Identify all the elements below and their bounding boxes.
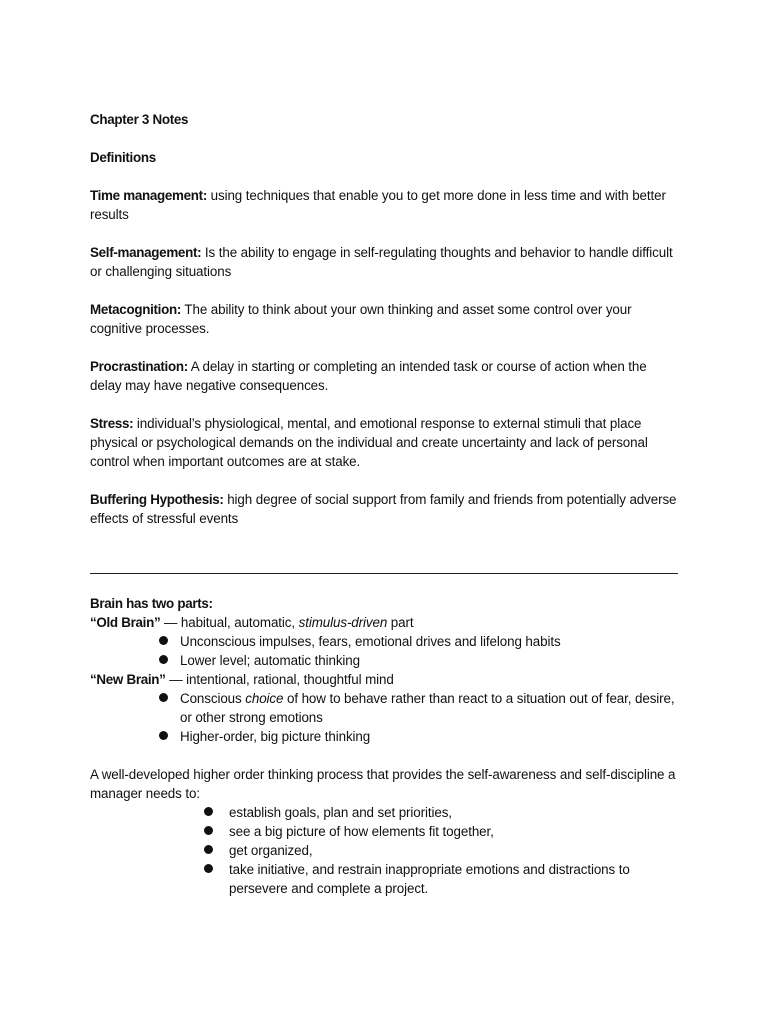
definition-text: individual’s physiological, mental, and emotional response to external stimuli that place physical or psychological demands on the individual and create uncertainty and lack of personal control when important outcomes are at stake. (90, 416, 648, 469)
new-brain-label: “New Brain” (90, 672, 166, 687)
bullet-icon (159, 655, 168, 664)
definition-text: Is the ability to engage in self-regulating thoughts and behavior to handle difficult or challenging situations (90, 245, 673, 279)
bullet-icon (204, 826, 213, 835)
definition-self-management (90, 243, 680, 281)
new-brain-line (90, 670, 680, 689)
bullet-icon (159, 693, 168, 702)
bullet-icon (159, 731, 168, 740)
list-item-text: Higher-order, big picture thinking (180, 729, 371, 744)
old-brain-line (90, 613, 680, 632)
definition-text: The ability to think about your own thinking and asset some control over your cognitive processes. (90, 302, 632, 336)
horizontal-divider (90, 573, 678, 574)
list-item-text-em: choice (245, 691, 284, 706)
list-item (90, 651, 680, 670)
list-item-text: see a big picture of how elements fit together, (229, 824, 494, 839)
definition-term: Metacognition: (90, 302, 182, 317)
list-item (90, 727, 680, 746)
new-brain-list (90, 689, 680, 746)
old-brain-label: “Old Brain” (90, 615, 161, 630)
manager-intro: A well-developed higher order thinking process that provides the self-awareness and self-discipline a manager needs to: (90, 767, 676, 801)
definition-metacognition (90, 300, 680, 338)
bullet-icon (204, 845, 213, 854)
old-brain-list (90, 632, 680, 670)
brain-heading: Brain has two parts: (90, 596, 213, 611)
list-item-text: establish goals, plan and set priorities, (229, 805, 452, 820)
list-item-text-post: of how to behave rather than react to a situation out of fear, desire, or other strong emotions (180, 691, 675, 725)
list-item-text: Unconscious impulses, fears, emotional drives and lifelong habits (180, 634, 561, 649)
old-brain-text-pre: — habitual, automatic, (160, 615, 299, 630)
definition-text: using techniques that enable you to get more done in less time and with better results (90, 188, 666, 222)
definition-term: Procrastination: (90, 359, 188, 374)
definition-term: Self-management: (90, 245, 202, 260)
list-item (90, 689, 680, 727)
definition-term: Stress: (90, 416, 134, 431)
definition-buffering-hypothesis (90, 490, 680, 528)
list-item (90, 822, 680, 841)
list-item (90, 803, 680, 822)
document-page (90, 110, 680, 898)
list-item-text: get organized, (229, 843, 313, 858)
list-item (90, 841, 680, 860)
bullet-icon (204, 864, 213, 873)
list-item (90, 860, 680, 898)
definition-time-management (90, 186, 680, 224)
list-item (90, 632, 680, 651)
old-brain-text-post: part (387, 615, 414, 630)
list-item-text: Lower level; automatic thinking (180, 653, 361, 668)
definition-term: Buffering Hypothesis: (90, 492, 224, 507)
definition-term: Time management: (90, 188, 207, 203)
definitions-heading: Definitions (90, 150, 156, 165)
old-brain-text-em: stimulus-driven (298, 615, 388, 630)
definition-text: A delay in starting or completing an intended task or course of action when the delay may have negative consequences. (90, 359, 647, 393)
definition-stress (90, 414, 680, 471)
list-item-text: take initiative, and restrain inappropriate emotions and distractions to persevere and complete a project. (229, 862, 630, 896)
definition-procrastination (90, 357, 680, 395)
new-brain-text: — intentional, rational, thoughtful mind (165, 672, 394, 687)
bullet-icon (204, 807, 213, 816)
document-title: Chapter 3 Notes (90, 112, 189, 127)
list-item-text-pre: Conscious (180, 691, 246, 706)
manager-list (90, 803, 680, 898)
definition-text: high degree of social support from family and friends from potentially adverse effects of stressful events (90, 492, 677, 526)
bullet-icon (159, 636, 168, 645)
